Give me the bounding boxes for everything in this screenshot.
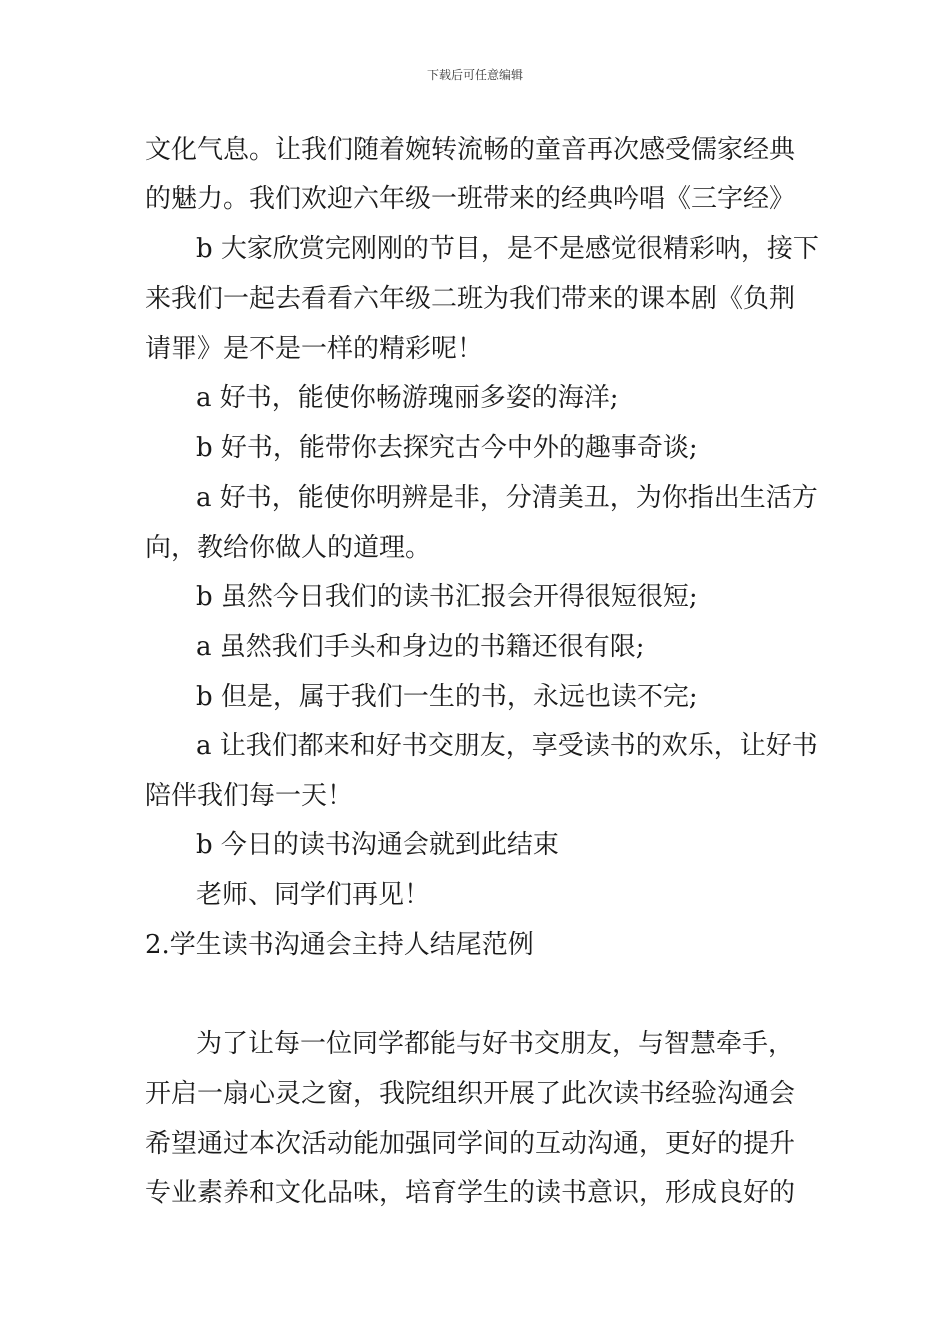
text-line: a 让我们都来和好书交朋友，享受读书的欢乐，让好书 [196,731,818,761]
text-line: 陪伴我们每一天！ [145,781,354,811]
text-line: 开启一扇心灵之窗，我院组织开展了此次读书经验沟通会 [145,1079,796,1109]
text-line: 为了让每一位同学都能与好书交朋友，与智慧牵手， [196,1029,795,1059]
text-line: 来我们一起去看看六年级二班为我们带来的课本剧《负荆 [145,284,796,314]
text-line: 向，教给你做人的道理。 [145,533,432,563]
text-line: 文化气息。让我们随着婉转流畅的童音再次感受儒家经典 [145,135,796,165]
text-line: a 虽然我们手头和身边的书籍还很有限; [196,632,645,662]
text-line: b 但是，属于我们一生的书，永远也读不完; [196,682,698,712]
text-line: 老师、同学们再见！ [196,880,431,910]
text-line: 希望通过本次活动能加强同学间的互动沟通，更好的提升 [145,1129,796,1159]
text-line: b 好书，能带你去探究古今中外的趣事奇谈; [196,433,698,463]
page-header: 下载后可任意编辑 [426,68,523,82]
text-line: 专业素养和文化品味，培育学生的读书意识，形成良好的 [145,1178,796,1208]
text-line: b 今日的读书沟通会就到此结束 [196,830,559,860]
text-line: a 好书，能使你畅游瑰丽多姿的海洋; [196,383,619,413]
text-line: b 虽然今日我们的读书汇报会开得很短很短; [196,582,698,612]
text-line: 请罪》是不是一样的精彩呢！ [145,334,484,364]
text-line: a 好书，能使你明辨是非，分清美丑，为你指出生活方 [196,483,818,513]
text-line: 的魅力。我们欢迎六年级一班带来的经典吟唱《三字经》 [145,184,796,214]
text-line: b 大家欣赏完刚刚的节目，是不是感觉很精彩呐，接下 [196,234,819,264]
section-heading: 2.学生读书沟通会主持人结尾范例 [145,930,534,960]
